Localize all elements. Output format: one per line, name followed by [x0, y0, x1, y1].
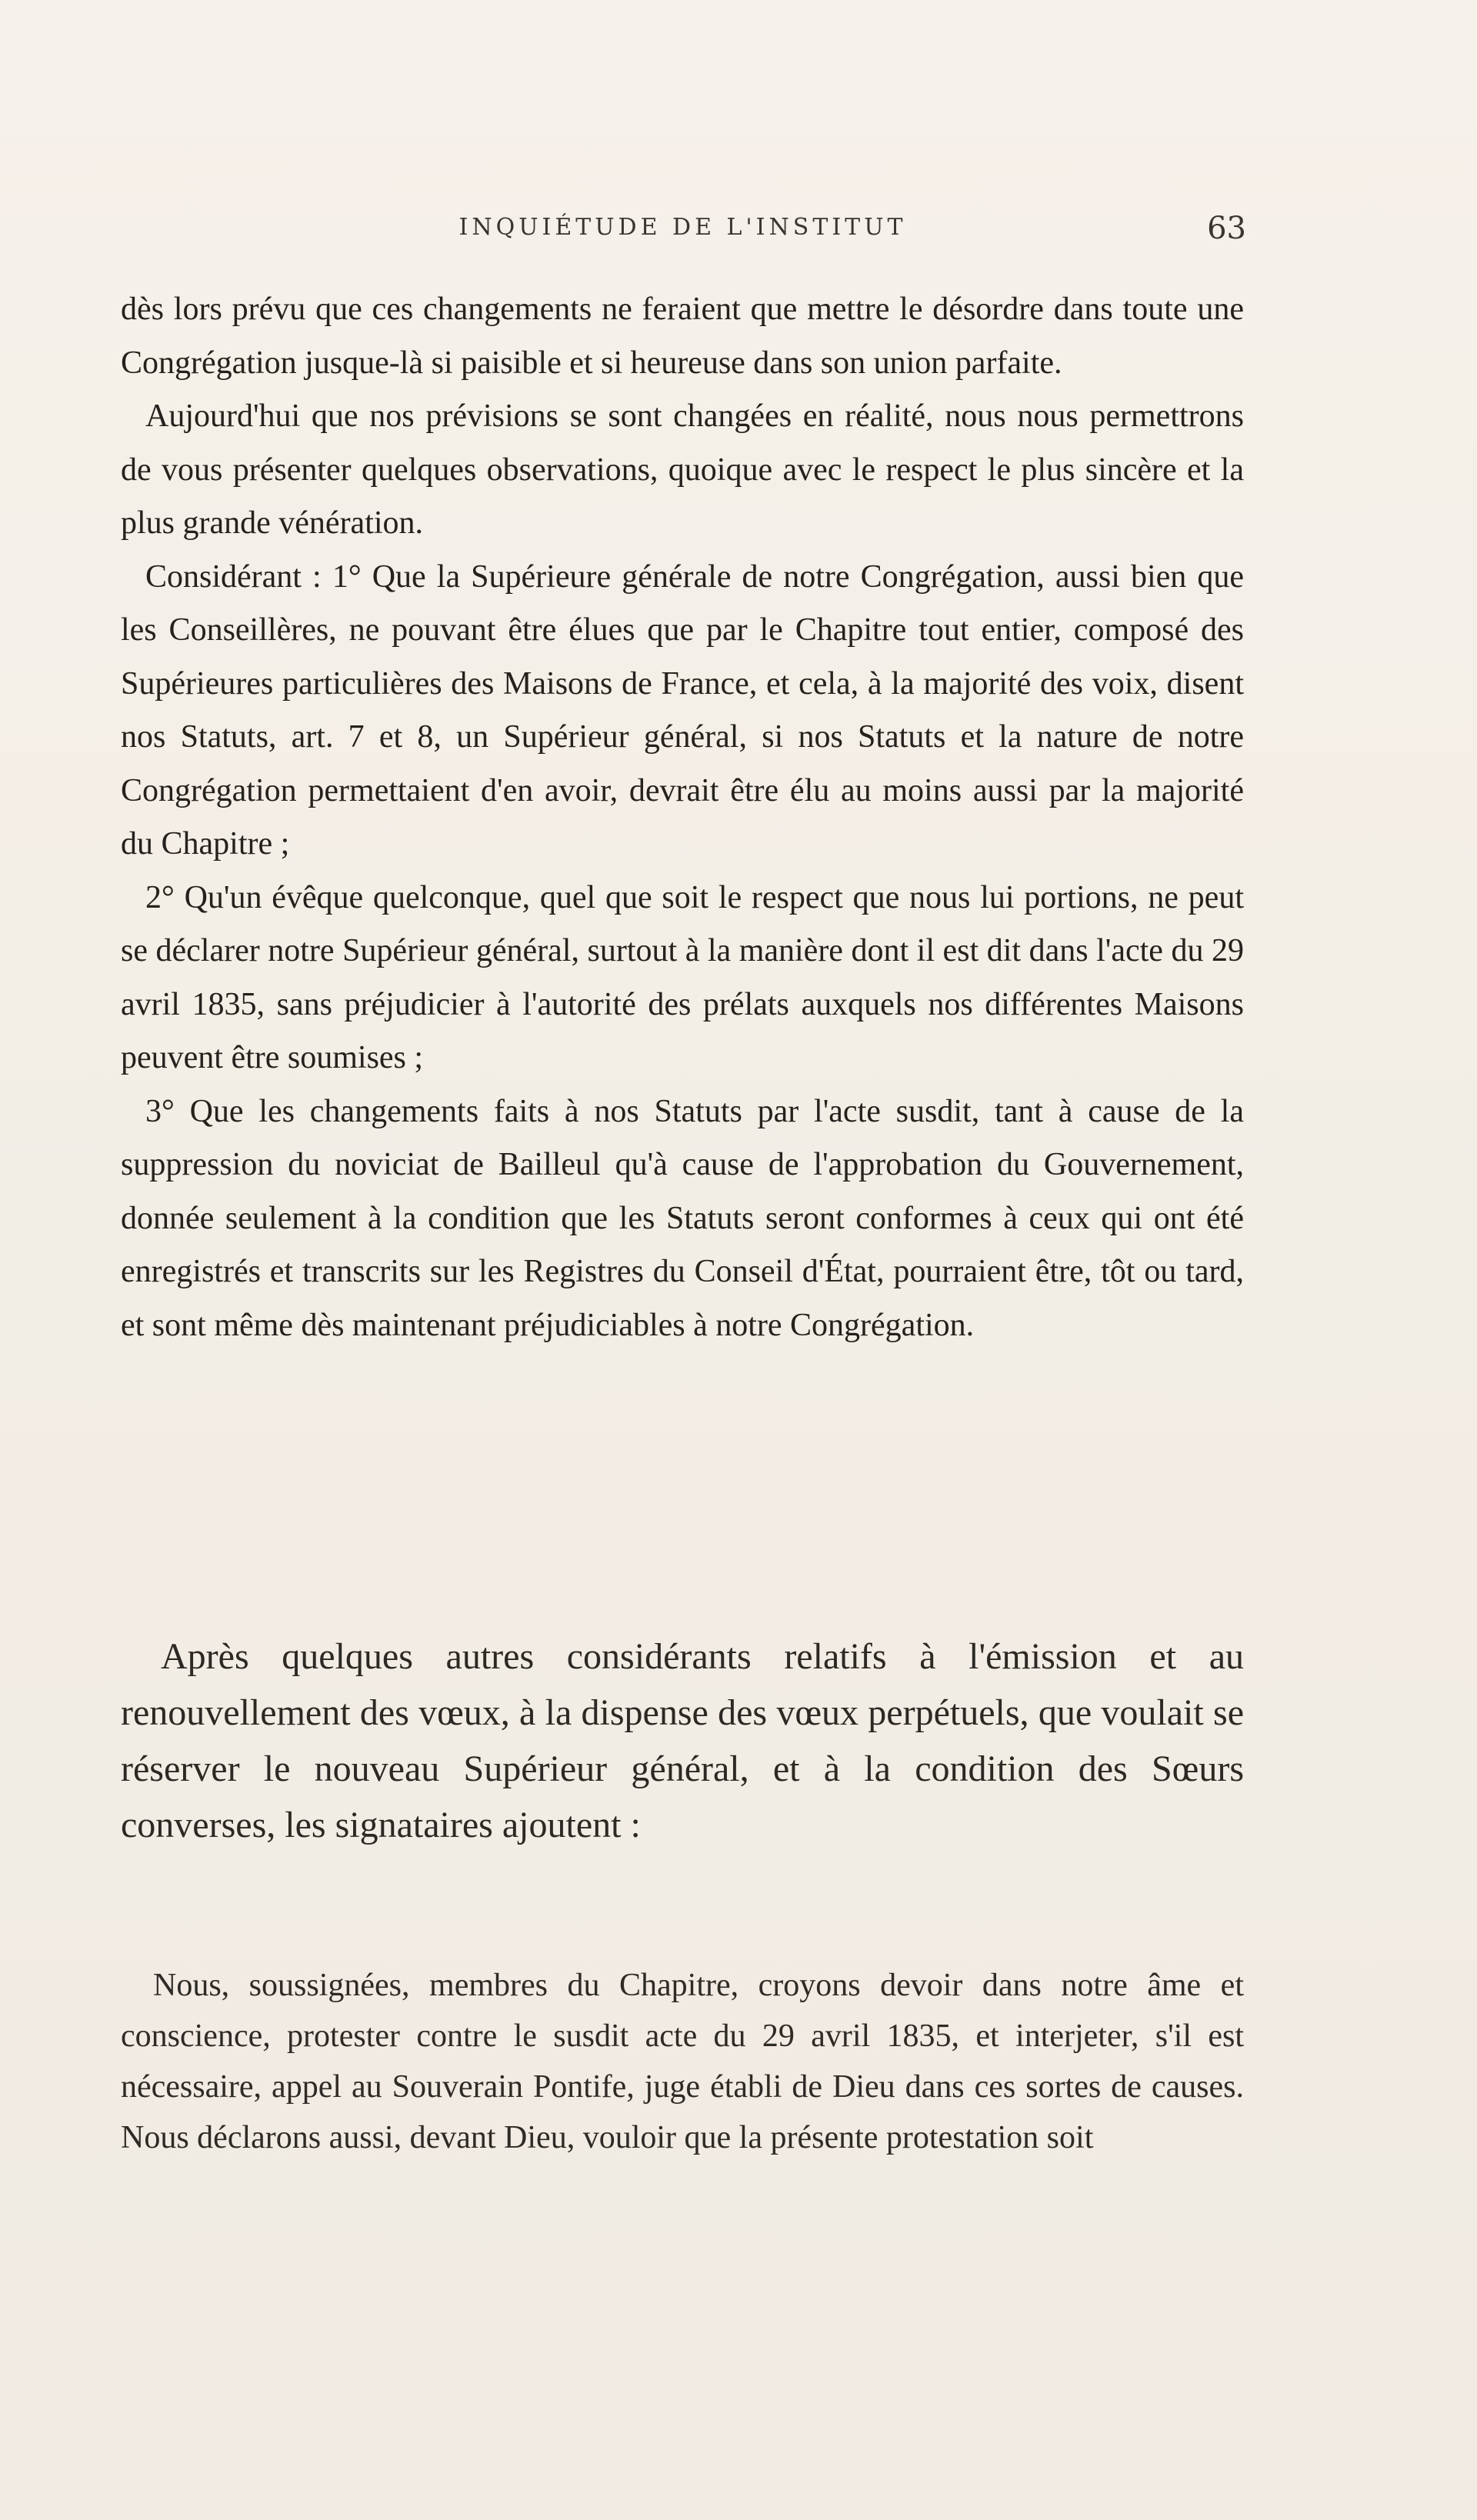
paragraph-considerant-1: Considérant : 1° Que la Supérieure générale de notre Congrégation, aussi bien que les Conseillères, ne pouvant être élues que par le Chapitre tout entier, composé des Supérieures particulières des Maisons de France, et cela, à la majorité des voix, disent nos Statuts, art. 7 et 8, un Supérieur général, si nos Statuts et la nature de notre Congrégation permettaient d'en avoir, devrait être élu au moins aussi par la majorité du Chapitre ;: [121, 558, 1244, 862]
paragraph-observations: Aujourd'hui que nos prévisions se sont changées en réalité, nous nous permettrons de vous présenter quelques observations, quoique avec le respect le plus sincère et la plus grande vénération.: [121, 398, 1244, 541]
quoted-protest: Nous, soussignées, membres du Chapitre, croyons devoir dans notre âme et conscience, protester contre le susdit acte du 29 avril 1835, et interjeter, s'il est nécessaire, appel au Souverain Pontife, juge établi de Dieu dans ces sortes de causes. Nous déclarons aussi, devant Dieu, vouloir que la présente protestation soit: [121, 1968, 1244, 2155]
paragraph-continuation: dès lors prévu que ces changements ne feraient que mettre le désordre dans toute une Congrégation jusque-là si paisible et si heureuse dans son union parfaite.: [121, 292, 1244, 381]
paragraph-considerant-2: 2° Qu'un évêque quelconque, quel que soit le respect que nous lui portions, ne peut se déclarer notre Supérieur général, surtout à la manière dont il est dit dans l'acte du 29 avril 1835, sans préjudicier à l'autorité des prélats auxquels nos différentes Maisons peuvent être soumises ;: [121, 879, 1244, 1075]
running-head: INQUIÉTUDE DE L'INSTITUT: [458, 214, 907, 241]
paragraph-considerant-3: 3° Que les changements faits à nos Statuts par l'acte susdit, tant à cause de la suppression du noviciat de Bailleul qu'à cause de l'approbation du Gouvernement, donnée seulement à la condition que les Statuts seront conformes à ceux qui ont été enregistrés et transcrits sur les Registres du Conseil d'État, pourraient être, tôt ou tard, et sont même dès maintenant préjudiciables à notre Congrégation.: [121, 1093, 1244, 1343]
body-text: [121, 283, 1244, 1352]
narration-paragraph: Après quelques autres considérants relatifs à l'émission et au renouvellement des vœux, à la dispense des vœux perpétuels, que voulait se réserver le nouveau Supérieur général, et à la condition des Sœurs converses, les signataires ajoutent :: [121, 1636, 1244, 1845]
page-header: [119, 211, 1246, 252]
page-number: 63: [1207, 211, 1246, 246]
